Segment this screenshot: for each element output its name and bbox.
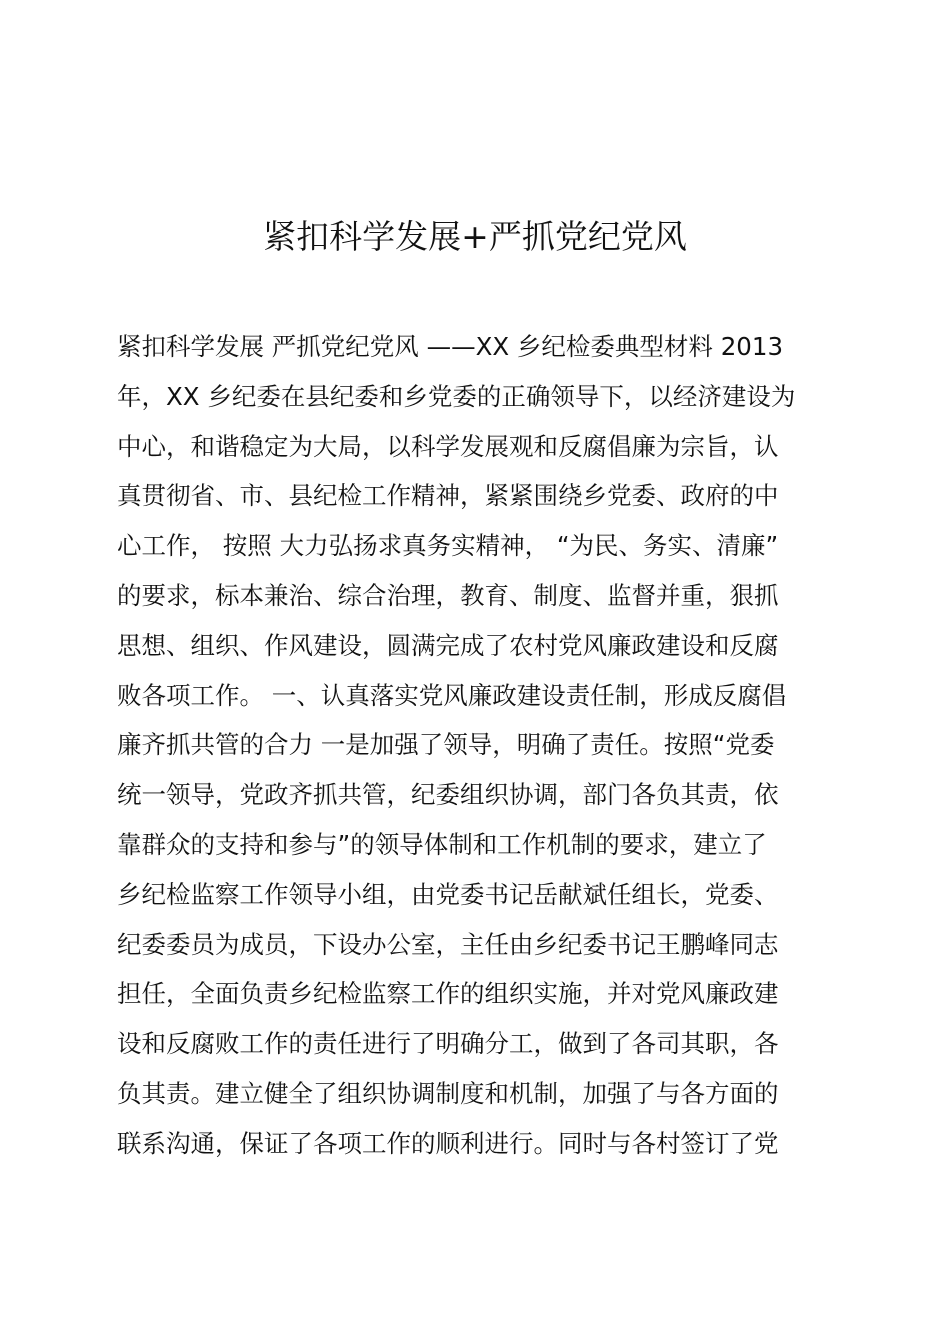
document-title: 紧扣科学发展+严抓党纪党风	[263, 217, 687, 256]
body-line: 的要求，标本兼治、综合治理，教育、制度、监督并重，狠抓	[117, 580, 779, 610]
body-line: 担任，全面负责乡纪检监察工作的组织实施，并对党风廉政建	[117, 979, 779, 1009]
body-line: 败各项工作。 一、认真落实党风廉政建设责任制，形成反腐倡	[117, 680, 787, 710]
body-line: 靠群众的支持和参与”的领导体制和工作机制的要求，建立了	[117, 829, 767, 859]
body-line: 中心，和谐稳定为大局，以科学发展观和反腐倡廉为宗旨，认	[117, 431, 779, 461]
body-line: 心工作， 按照 大力弘扬求真务实精神， “为民、务实、清廉”	[117, 531, 779, 561]
body-line: 纪委委员为成员，下设办公室，主任由乡纪委书记王鹏峰同志	[117, 929, 779, 959]
body-line: 设和反腐败工作的责任进行了明确分工，做到了各司其职，各	[117, 1029, 779, 1059]
body-line: 乡纪检监察工作领导小组，由党委书记岳献斌任组长，党委、	[117, 879, 779, 909]
body-line: 统一领导，党政齐抓共管，纪委组织协调，部门各负其责，依	[117, 780, 779, 810]
body-line: 负其责。建立健全了组织协调制度和机制，加强了与各方面的	[117, 1078, 779, 1108]
document-body	[117, 322, 837, 1169]
body-line: 紧扣科学发展 严抓党纪党风 ——XX 乡纪检委典型材料 2013	[117, 332, 784, 361]
body-line: 廉齐抓共管的合力 一是加强了领导，明确了责任。按照“党委	[117, 730, 775, 760]
body-line: 思想、组织、作风建设，圆满完成了农村党风廉政建设和反腐	[117, 630, 779, 660]
body-line: 年，XX 乡纪委在县纪委和乡党委的正确领导下，以经济建设为	[117, 381, 796, 411]
body-line: 联系沟通，保证了各项工作的顺利进行。同时与各村签订了党	[117, 1128, 779, 1158]
body-line: 真贯彻省、市、县纪检工作精神，紧紧围绕乡党委、政府的中	[117, 481, 779, 511]
